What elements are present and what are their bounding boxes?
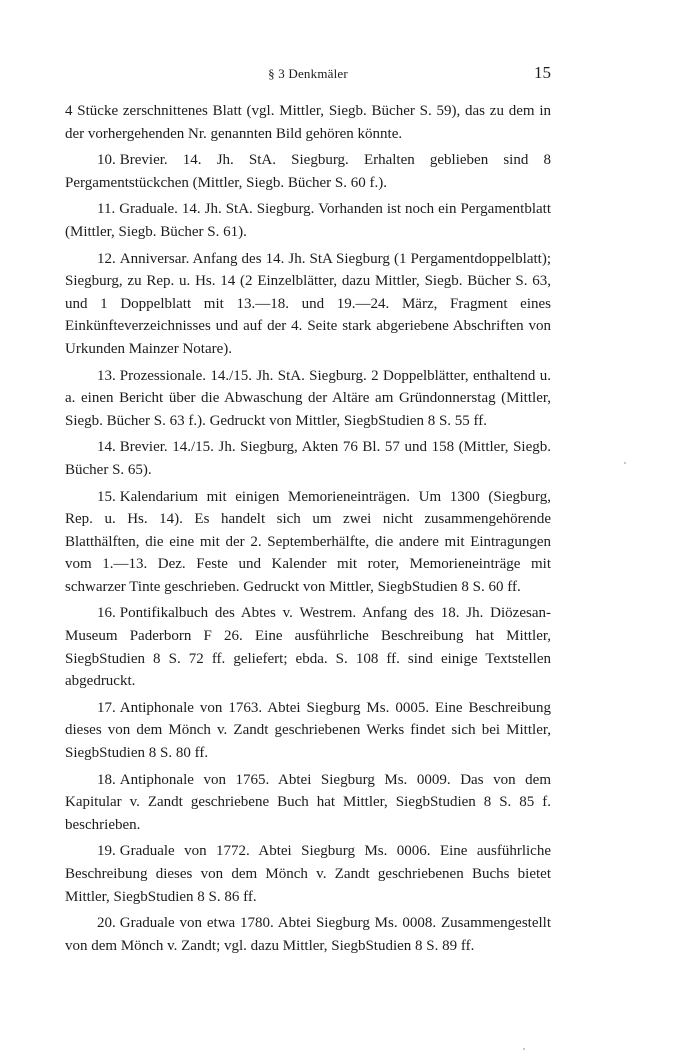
entry-20 xyxy=(65,912,551,957)
entry-16 xyxy=(65,602,551,692)
entry-text: Anniversar. Anfang des 14. Jh. StA Siegburg (1 Pergamentdoppelblatt); Siegburg, zu Rep. u. Hs. 14 (2 Einzelblätter, dazu Mittler, Siegb. Bücher S. 63, und 1 Doppelblatt mit 13.—18. und 19.—24. März, Fragment eines Einkünfteverzeichnisses und auf der 4. Seite stark abgeriebene Abschriften von Urkunden Mainzer Notare). xyxy=(65,250,551,357)
entry-15 xyxy=(65,486,551,599)
entry-continuation xyxy=(65,100,551,145)
entry-number: 13. xyxy=(97,367,116,384)
page-number: 15 xyxy=(534,63,551,82)
entry-number: 10. xyxy=(97,152,116,169)
entry-number: 19. xyxy=(97,843,116,860)
entry-number: 18. xyxy=(97,771,116,788)
entry-text: Antiphonale von 1765. Abtei Siegburg Ms. 0009. Das von dem Kapitular v. Zandt geschriebene Buch hat Mittler, SiegbStudien 8 S. 85 f. beschrieben. xyxy=(65,771,551,833)
entry-number: 15. xyxy=(97,488,116,505)
entry-10 xyxy=(65,149,551,194)
entry-text: Graduale von 1772. Abtei Siegburg Ms. 0006. Eine ausführliche Beschreibung dieses von dem Mönch v. Zandt geschriebenen Buchs bietet Mittler, SiegbStudien 8 S. 86 ff. xyxy=(65,843,551,905)
entry-text: Brevier. 14./15. Jh. Siegburg, Akten 76 Bl. 57 und 158 (Mittler, Siegb. Bücher S. 65). xyxy=(65,439,551,478)
entry-text: 4 Stücke zerschnittenes Blatt (vgl. Mittler, Siegb. Bücher S. 59), das zu dem in der vorhergehenden Nr. genannten Bild gehören könnte. xyxy=(65,103,551,142)
entry-text: Pontifikalbuch des Abtes v. Westrem. Anfang des 18. Jh. Diözesan-Museum Paderborn F 26. Eine ausführliche Beschreibung hat Mittler, SiegbStudien 8 S. 72 ff. geliefert; ebda. S. 108 ff. sind einige Textstellen abgedruckt. xyxy=(65,605,551,690)
entry-number: 16. xyxy=(97,605,116,622)
entry-number: 11. xyxy=(97,201,116,218)
entry-number: 17. xyxy=(97,699,116,716)
entry-12 xyxy=(65,248,551,361)
entry-text: Brevier. 14. Jh. StA. Siegburg. Erhalten geblieben sind 8 Pergamentstückchen (Mittler, Siegb. Bücher S. 60 f.). xyxy=(65,152,551,191)
entry-text: Graduale. 14. Jh. StA. Siegburg. Vorhanden ist noch ein Pergamentblatt (Mittler, Siegb. Bücher S. 61). xyxy=(65,201,551,240)
entry-text: Graduale von etwa 1780. Abtei Siegburg Ms. 0008. Zusammengestellt von dem Mönch v. Zandt; vgl. dazu Mittler, SiegbStudien 8 S. 89 ff. xyxy=(65,915,551,954)
entry-17 xyxy=(65,697,551,765)
entry-number: 14. xyxy=(97,439,116,456)
entry-11 xyxy=(65,198,551,243)
entry-19 xyxy=(65,840,551,908)
running-head xyxy=(65,63,551,90)
entry-text: Prozessionale. 14./15. Jh. StA. Siegburg. 2 Doppelblätter, enthaltend u. a. einen Bericht über die Abwaschung der Altäre am Gründonnerstag (Mittler, Siegb. Bücher S. 63 f.). Gedruckt von Mittler, SiegbStudien 8 S. 55 ff. xyxy=(65,367,551,429)
entry-13 xyxy=(65,365,551,433)
entry-text: Kalendarium mit einigen Memorieneinträgen. Um 1300 (Siegburg, Rep. u. Hs. 14). Es handelt sich um zwei nicht zusammengehörende Blatthälften, die eine mit der 2. Septemberhälfte, die andere mit Eintragungen vom 1.—13. Dez. Feste und Kalender mit roter, Memorieneinträge mit schwarzer Tinte geschrieben. Gedruckt von Mittler, SiegbStudien 8 S. 60 ff. xyxy=(65,488,551,595)
paper-speck xyxy=(523,1048,525,1050)
entry-text: Antiphonale von 1763. Abtei Siegburg Ms. 0005. Eine Beschreibung dieses von dem Mönch v. Zandt geschriebenen Werks findet sich bei Mittler, SiegbStudien 8 S. 80 ff. xyxy=(65,699,551,762)
entry-14 xyxy=(65,436,551,481)
running-title: § 3 Denkmäler xyxy=(268,66,348,81)
entry-18 xyxy=(65,769,551,837)
book-page xyxy=(65,63,551,961)
paper-speck xyxy=(624,462,626,464)
entry-number: 20. xyxy=(97,915,116,932)
entry-number: 12. xyxy=(97,250,116,267)
